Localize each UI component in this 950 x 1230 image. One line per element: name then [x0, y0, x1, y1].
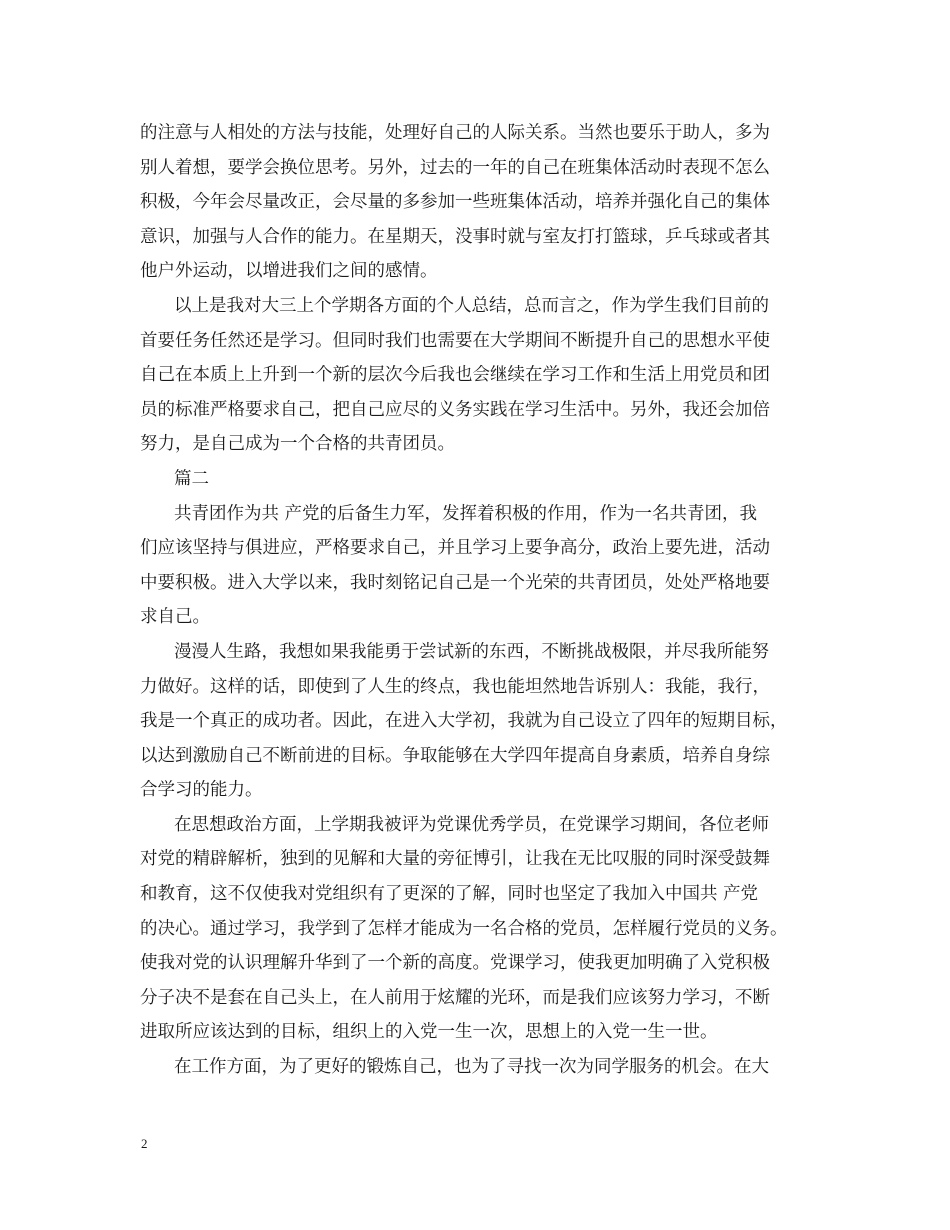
text-line: 中要积极。进入大学以来，我时刻铭记自己是一个光荣的共青团员，处处严格地要 [140, 572, 770, 593]
text-line: 篇二 [174, 468, 209, 489]
text-line: 意识，加强与人合作的能力。在星期天，没事时就与室友打打篮球，乒乓球或者其 [140, 226, 770, 247]
text-line: 分子决不是套在自己头上，在人前用于炫耀的光环，而是我们应该努力学习，不断 [140, 987, 770, 1008]
text-line: 进取所应该达到的目标，组织上的入党一生一次，思想上的入党一生一世。 [140, 1022, 718, 1043]
text-line: 使我对党的认识理解升华到了一个新的高度。党课学习，使我更加明确了入党积极 [140, 953, 770, 974]
text-line: 我是一个真正的成功者。因此，在进入大学初，我就为自己设立了四年的短期目标， [140, 711, 788, 732]
text-line: 自己在本质上上升到一个新的层次今后我也会继续在学习工作和生活上用党员和团 [140, 365, 770, 386]
text-line: 和教育，这不仅使我对党组织有了更深的了解，同时也坚定了我加入中国共 产党 [140, 884, 759, 905]
text-line: 以达到激励自己不断前进的目标。争取能够在大学四年提高自身素质，培养自身综 [140, 745, 770, 766]
text-line: 的注意与人相处的方法与技能，处理好自己的人际关系。当然也要乐于助人，多为 [140, 123, 770, 143]
text-line: 力做好。这样的话，即使到了人生的终点，我也能坦然地告诉别人：我能，我行， [140, 676, 770, 697]
text-line: 共青团作为共 产党的后备生力军，发挥着积极的作用，作为一名共青团，我 [174, 503, 758, 524]
text-line: 的决心。通过学习，我学到了怎样才能成为一名合格的党员，怎样履行党员的义务。 [140, 918, 788, 939]
text-line: 他户外运动，以增进我们之间的感情。 [140, 261, 438, 282]
text-line: 合学习的能力。 [140, 780, 263, 801]
text-line: 在工作方面，为了更好的锻炼自己，也为了寻找一次为同学服务的机会。在大 [174, 1057, 769, 1078]
text-line: 别人着想，要学会换位思考。另外，过去的一年的自己在班集体活动时表现不怎么 [140, 157, 770, 178]
text-line: 对党的精辟解析，独到的见解和大量的旁征博引，让我在无比叹服的同时深受鼓舞 [140, 849, 770, 870]
text-line: 漫漫人生路，我想如果我能勇于尝试新的东西，不断挑战极限，并尽我所能努 [174, 641, 769, 662]
text-line: 们应该坚持与俱进应，严格要求自己，并且学习上要争高分，政治上要先进，活动 [140, 538, 770, 559]
text-line: 求自己。 [140, 607, 210, 628]
text-line: 以上是我对大三上个学期各方面的个人总结，总而言之，作为学生我们目前的 [174, 295, 769, 316]
text-line: 在思想政治方面，上学期我被评为党课优秀学员，在党课学习期间，各位老师 [174, 814, 769, 835]
body-text [140, 116, 820, 1085]
text-line: 积极，今年会尽量改正，会尽量的多参加一些班集体活动，培养并强化自己的集体 [140, 192, 770, 213]
text-line: 员的标准严格要求自己，把自己应尽的义务实践在学习生活中。另外，我还会加倍 [140, 399, 770, 420]
page-number: 2 [141, 1136, 148, 1151]
text-line: 努力，是自己成为一个合格的共青团员。 [140, 434, 455, 455]
text-line: 首要任务任然还是学习。但同时我们也需要在大学期间不断提升自己的思想水平使 [140, 330, 770, 351]
